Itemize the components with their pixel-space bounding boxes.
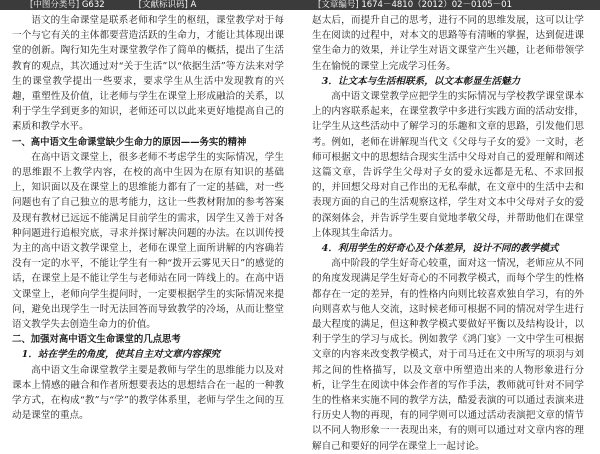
- classification-info: [中图分类号] G632 [文献标识码] A: [30, 0, 197, 10]
- section-1-paragraph: 在高中语文课堂上，很多老师不考虑学生的实际情况，学生的思维跟不上教学内容，在校的高中生因为在原有知识的基础上，知识面以及在课堂上的思维能力都有了一定的基础，对一些问题也有了自己独立的思考能力，这让一些教材附加的参考答案及现有教材已远远不能满足目前学生的需求，因学生又善于对各种问题进行追根究底，寻求并探讨解决问题的办法。在以训传授为主的高中语文教学课堂上，老师在课堂上面所讲解的内容确若没有一定的水平，不能让学生有一种“拨开云雾见天日”的感觉的话，在课堂上是不能让学生与老师站在同一阵线上的。在高中语文课堂上，老师向学生提问时，一定要根据学生的实际情况来提问，避免出现学生一时无法回答而导致教学的冷场，从而让整堂语文教学失去创造生命力的价值。: [12, 151, 284, 331]
- continued-paragraph: 赵太后，而提升自己的思考，进行不同的思维发展，这可以让学生在阅读的过程中，对本文的思路等有清晰的掌握，达到促进课堂生命力的效果，并让学生对语文课堂产生兴趣，让老师带领学生在愉悦的课堂上完成学习任务。: [312, 15, 584, 72]
- section-heading-2: 二、加强对高中语文生命课堂的几点思考: [12, 334, 181, 346]
- subsection-heading-1: 1．站在学生的角度，使其自主对文章内容探究: [21, 349, 221, 361]
- right-column: [312, 13, 584, 452]
- subsection-heading-3: 3．让文本与生活相联系，以文本彰显生活魅力: [321, 75, 521, 87]
- intro-paragraph: 语文的生命课堂是联系老师和学生的枢纽，课堂教学对于每一个与它有关的主体都要营造活跃的生命力，才能让其体现出课堂的创新。陶行知先生对课堂教学作了简单的概括，提出了生活教育的观点，其次通过对“关于生活”以“依据生活”等方法来对学生的课堂教学提出一些要求，要求学生从生活中发现教育的兴趣，重塑性及价值，让老师与学生在课堂上形成融洽的关系，以利于学生学到更多的知识，老师还可以以此来更好地提高自己的素质和教学水平。: [12, 15, 284, 133]
- subsection-1-paragraph: 高中语文生命课堂教学主要是教师与学生的思维能力以及对课本上情感的融合和作者所想要表达的思想结合在一起的一种教学方式，在构成“教”与“学”的教学体系里，老师与学生之间的互动是课堂的重点。: [12, 364, 284, 422]
- subsection-4-paragraph: 高中阶段的学生好奇心较重，面对这一情况，老师应从不同的角度发现满足学生好奇心的不同教学模式，而每个学生的性格都存在一定的差异，有的性格内向则比较喜欢独自学习，有的外向则喜欢与他人交流，这时候老师可根据不同的情况对学生进行最大程度的满足，但这种教学模式要做好平衡以及结构设计，以利于学生的学习与成长。例如教学《鸿门宴》一文中学生可根据文章的内容来改变教学模式，对于司马迁在文中所写的项羽与刘邦之间的性格描写，以及文章中所塑造出来的人物形象进行分析，让学生在阅读中体会作者的写作手法，教师就可针对不同学生的性格来实施不同的教学方法，酷爱表演的可以通过表演来进行历史人物的再现，有的同学则可以通过活动表演把文章的情节以不同人物形象一一表现出来，有的则可以通过对文章内容的理解自己和要好的同学在课堂上一起讨论。: [312, 258, 584, 452]
- article-number: [文章编号] 1674－4810（2012）02－0105－01: [318, 0, 512, 10]
- subsection-3-paragraph: 高中语文课堂教学应把学生的实际情况与学校教学课堂课本上的内容联系起来，在课堂教学中多进行实践方面的活动安排，让学生从这些活动中了解学习的乐趣和文章的思路，引发他们思考。例如，老师在讲解现当代文《父母与子女的爱》一文时，老师可根据文中的思想结合现实生活中父母对自己的爱理解和阐述这篇文章，告诉学生父母对子女的爱永远都是无私、不求回报的，并回想父母对自己作出的无私奉献，在文章中的生活中去和表现方面的自己的生活观察这样，学生对文本中父母对子女的爱的深刻体会，并告诉学生要自觉地孝敬父母，并帮助他们在课堂上体现其生命活力。: [312, 91, 584, 239]
- section-heading-1: 一、高中语文生命课堂缺少生命力的原因——务实的精神: [12, 136, 247, 148]
- subsection-heading-4: 4．利用学生的好奇心及个体差异，设计不同的教学模式: [321, 243, 559, 255]
- left-column: [12, 13, 284, 422]
- header-bar: [0, 0, 600, 10]
